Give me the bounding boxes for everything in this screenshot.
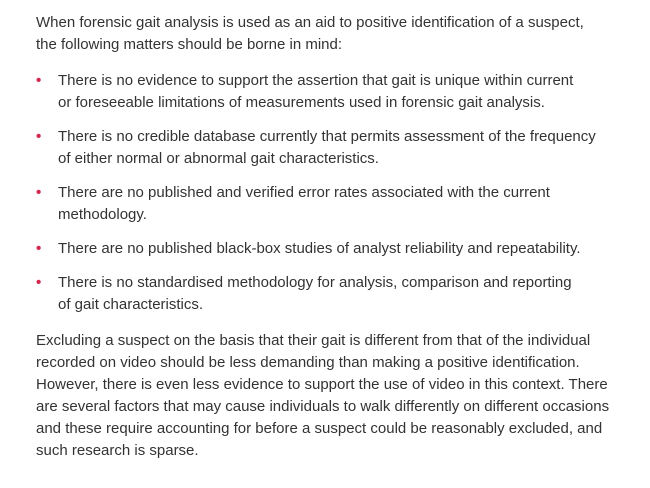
closing-line-5: and these require accounting for before a suspect could be reasonably excluded, and [36, 420, 603, 437]
bullet-list [36, 70, 636, 316]
list-item-line-1: There is no evidence to support the assertion that gait is unique within current [58, 72, 574, 89]
list-item-line-1: There is no standardised methodology for analysis, comparison and reporting [58, 274, 572, 291]
bullet-dot-icon: • [36, 72, 42, 89]
closing-paragraph [36, 330, 636, 462]
intro-line-1: When forensic gait analysis is used as an aid to positive identification of a suspect, [36, 14, 584, 31]
article-body [36, 12, 636, 462]
closing-line-6: such research is sparse. [36, 442, 199, 459]
closing-line-2: recorded on video should be less demanding than making a positive identification. [36, 354, 580, 371]
list-item [36, 238, 636, 260]
list-item [36, 126, 636, 170]
list-item-line-2: methodology. [58, 206, 147, 223]
bullet-dot-icon: • [36, 128, 42, 145]
list-item-line-1: There are no published and verified error rates associated with the current [58, 184, 550, 201]
list-item [36, 272, 636, 316]
list-item [36, 182, 636, 226]
list-item [36, 70, 636, 114]
bullet-dot-icon: • [36, 184, 42, 201]
bullet-dot-icon: • [36, 240, 42, 257]
intro-line-2: the following matters should be borne in mind: [36, 36, 343, 53]
intro-paragraph [36, 12, 636, 56]
list-item-line-2: or foreseeable limitations of measurements used in forensic gait analysis. [58, 94, 545, 111]
bullet-dot-icon: • [36, 274, 42, 291]
list-item-line-2: of gait characteristics. [58, 296, 204, 313]
closing-line-3: However, there is even less evidence to support the use of video in this context. There [36, 376, 608, 393]
list-item-line-1: There are no published black-box studies of analyst reliability and repeatability. [58, 240, 581, 257]
closing-line-4: are several factors that may cause individuals to walk differently on different occasions [36, 398, 610, 415]
closing-line-1: Excluding a suspect on the basis that their gait is different from that of the individual [36, 332, 591, 349]
list-item-line-1: There is no credible database currently that permits assessment of the frequency [58, 128, 596, 145]
list-item-line-2: of either normal or abnormal gait characteristics. [58, 150, 379, 167]
